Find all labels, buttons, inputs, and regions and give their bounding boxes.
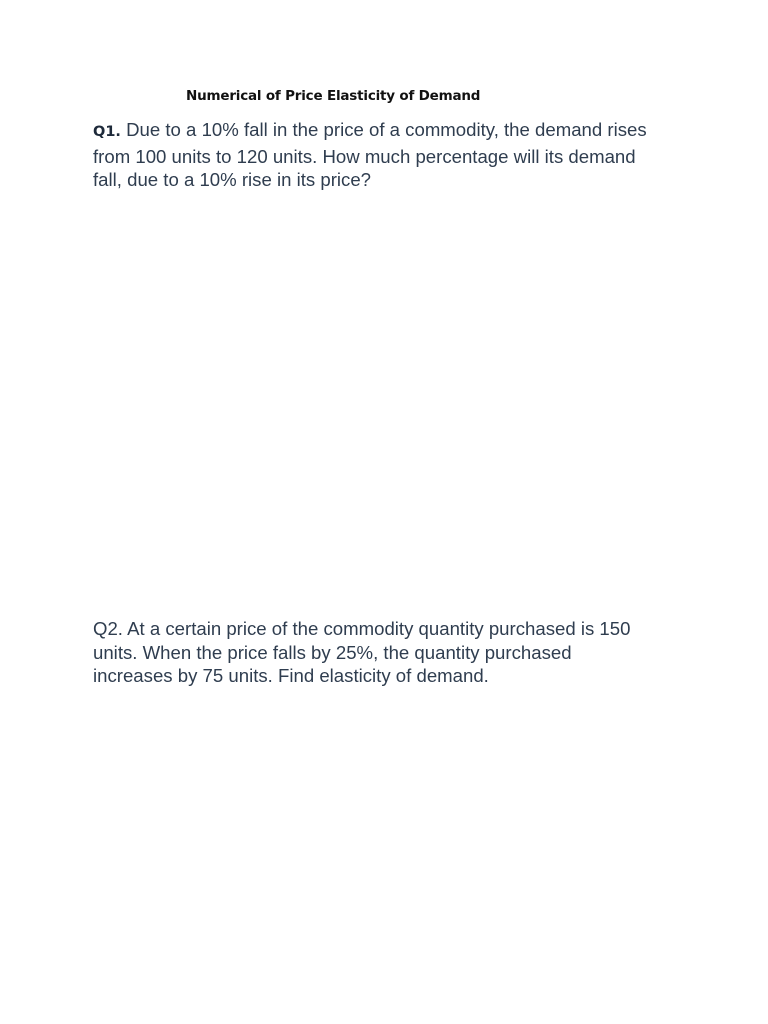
question-label: Q2.: [93, 618, 123, 639]
question-text: At a certain price of the commodity quantity purchased is 150: [127, 618, 631, 639]
question-line: from 100 units to 120 units. How much percentage will its demand: [93, 145, 636, 167]
question-line: [93, 118, 693, 145]
question-line: fall, due to a 10% rise in its price?: [93, 169, 372, 190]
question-label: Q1.: [93, 124, 121, 140]
question-line: increases by 75 units. Find elasticity of demand.: [93, 665, 489, 686]
question-line: units. When the price falls by 25%, the quantity purchased: [93, 641, 572, 663]
question-line: [93, 617, 693, 641]
page-title: Numerical of Price Elasticity of Demand: [186, 88, 481, 104]
question-1: [93, 118, 693, 192]
question-2: [93, 617, 693, 688]
question-text: Due to a 10% fall in the price of a commodity, the demand rises: [126, 119, 647, 140]
